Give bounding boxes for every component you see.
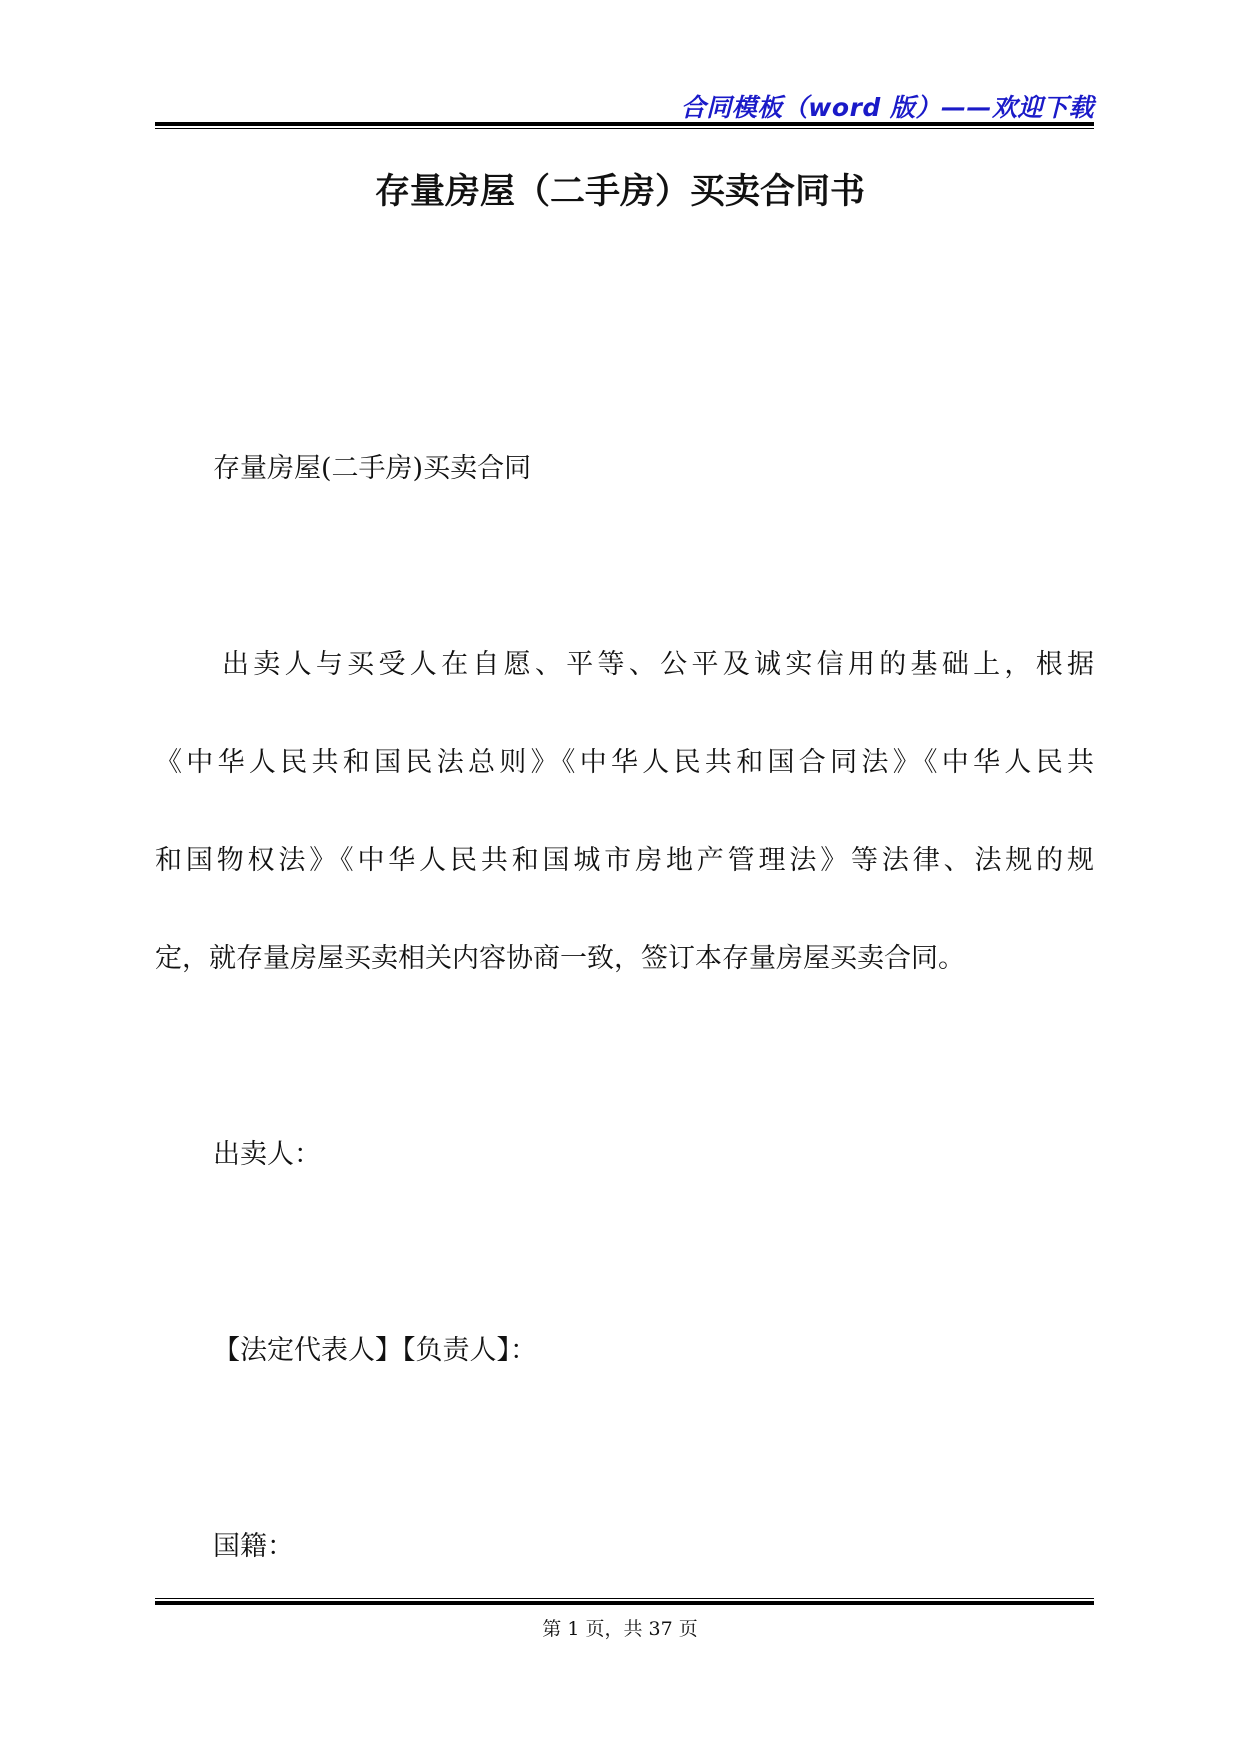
nationality-label: 国籍： [213, 1531, 294, 1562]
preamble-line-4: 定，就存量房屋买卖相关内容协商一致，签订本存量房屋买卖合同。 [155, 943, 965, 974]
header-text: 合同模板（word 版）——欢迎下载 [680, 93, 1094, 122]
header-rule-thin [155, 128, 1094, 129]
preamble-line-3: 和国物权法》《中华人民共和国城市房地产管理法》等法律、法规的规 [155, 845, 1094, 876]
preamble-line-2: 《中华人民共和国民法总则》《中华人民共和国合同法》《中华人民共 [155, 747, 1094, 778]
header-rule [155, 122, 1094, 126]
preamble-line-1: 出卖人与买受人在自愿、平等、公平及诚实信用的基础上，根据 [222, 649, 1094, 680]
seller-label: 出卖人： [213, 1139, 321, 1170]
footer-rule-thin [155, 1598, 1094, 1599]
footer-rule [155, 1601, 1094, 1605]
document-subtitle: 存量房屋(二手房)买卖合同 [213, 453, 532, 484]
representative-label: 【法定代表人】【负责人】： [213, 1335, 537, 1366]
document-title: 存量房屋（二手房）买卖合同书 [374, 171, 865, 212]
page-number: 第 1 页，共 37 页 [542, 1618, 698, 1640]
